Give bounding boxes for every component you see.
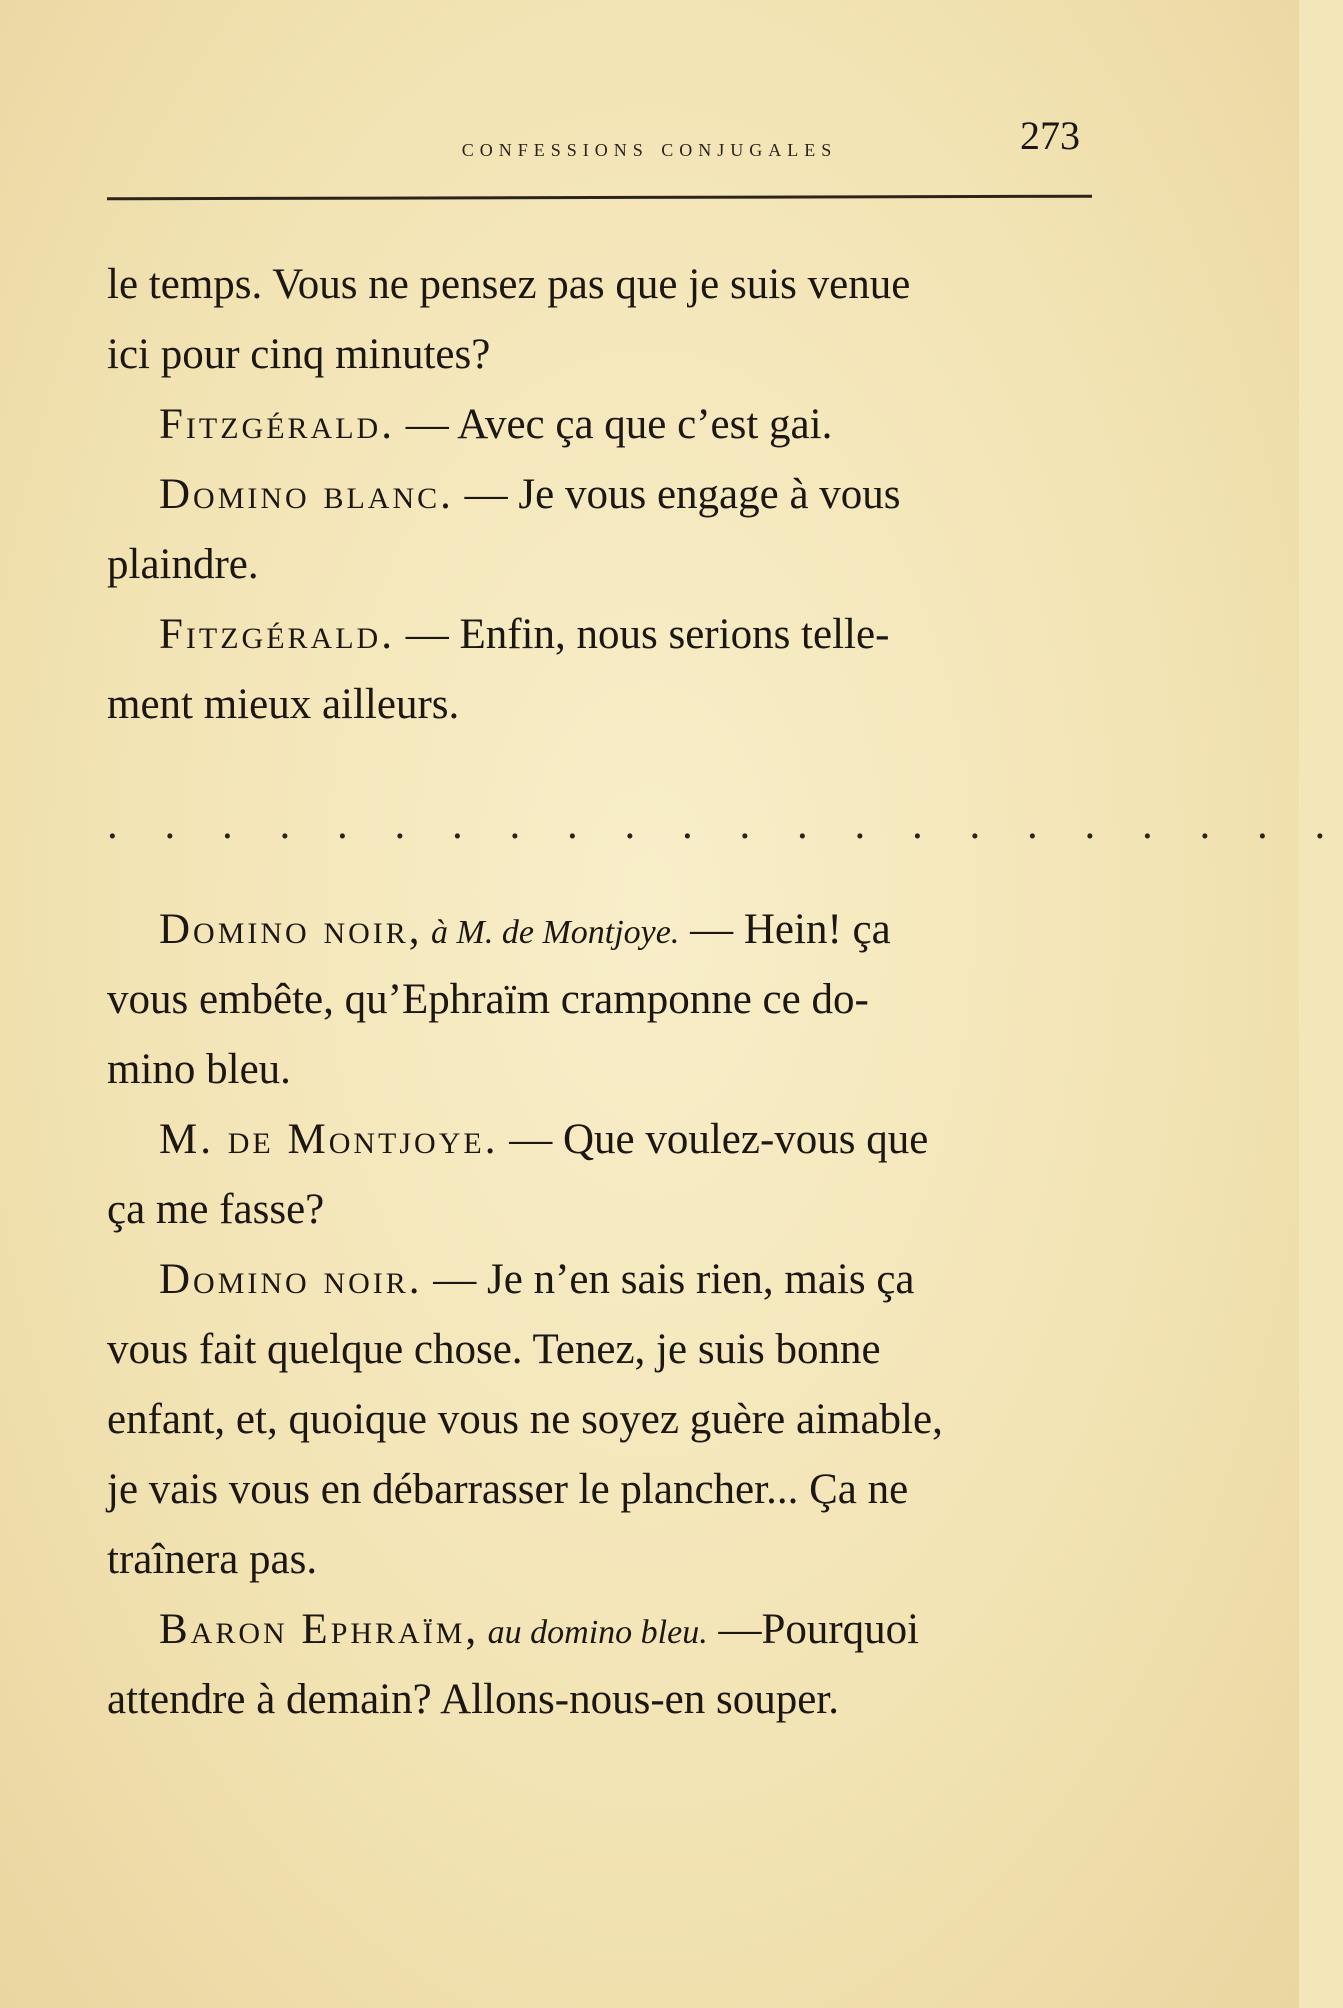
page-number: 273	[1020, 113, 1080, 158]
dialogue-text: — Enfin, nous serions telle-	[394, 611, 890, 658]
text-line: attendre à demain? Allons-nous-en souper.	[107, 1676, 839, 1723]
text-line: ment mieux ailleurs.	[107, 681, 460, 728]
dialogue-text: — Hein! ça	[679, 906, 891, 953]
speaker-name: Domino noir.	[159, 1256, 423, 1303]
text-line: je vais vous en débarrasser le plancher... Ça ne	[107, 1466, 909, 1513]
dialogue-block-2	[107, 895, 1097, 1735]
dialogue-text: — Que voulez-vous que	[498, 1116, 929, 1163]
dialogue-block-1	[107, 250, 1097, 740]
speaker-name: Fitzgérald.	[159, 401, 395, 448]
text-line: vous fait quelque chose. Tenez, je suis bonne	[107, 1326, 881, 1373]
speaker-name: Domino blanc.	[159, 471, 454, 518]
text-line: enfant, et, quoique vous ne soyez guère aimable,	[107, 1396, 943, 1443]
dialogue-line	[107, 895, 1097, 965]
dialogue-text: — Je vous engage à vous	[453, 471, 901, 518]
dialogue-text: — Je n’en sais rien, mais ça	[422, 1256, 915, 1303]
stage-direction: au domino bleu.	[479, 1614, 708, 1651]
section-separator: . . . . . . . . . . . . . . . . . . . . . .	[107, 801, 1343, 848]
speaker-name: Domino noir,	[159, 906, 423, 953]
dialogue-line	[107, 460, 1097, 530]
dialogue-line	[107, 1245, 1097, 1315]
running-title: confessions conjugales	[461, 133, 838, 162]
dialogue-line	[107, 390, 1097, 460]
dialogue-line	[107, 1595, 1097, 1665]
dialogue-line	[107, 1105, 1097, 1175]
text-line: mino bleu.	[107, 1046, 291, 1093]
text-line: traînera pas.	[107, 1536, 318, 1583]
speaker-name: Baron Ephraïm,	[159, 1606, 480, 1653]
header-rule	[107, 195, 1092, 201]
speaker-name: M. de Montjoye.	[159, 1116, 499, 1163]
text-line: ici pour cinq minutes?	[107, 331, 491, 378]
text-line: ça me fasse?	[107, 1186, 325, 1233]
dialogue-text: —Pourquoi	[707, 1606, 920, 1653]
dialogue-text: — Avec ça que c’est gai.	[394, 401, 833, 448]
speaker-name: Fitzgérald.	[159, 611, 395, 658]
text-line: le temps. Vous ne pensez pas que je suis venue	[107, 261, 911, 308]
stage-direction: à M. de Montjoye.	[422, 914, 680, 951]
text-line: plaindre.	[107, 541, 259, 588]
text-line: vous embête, qu’Ephraïm cramponne ce do-	[107, 976, 869, 1023]
dialogue-line	[107, 600, 1097, 670]
